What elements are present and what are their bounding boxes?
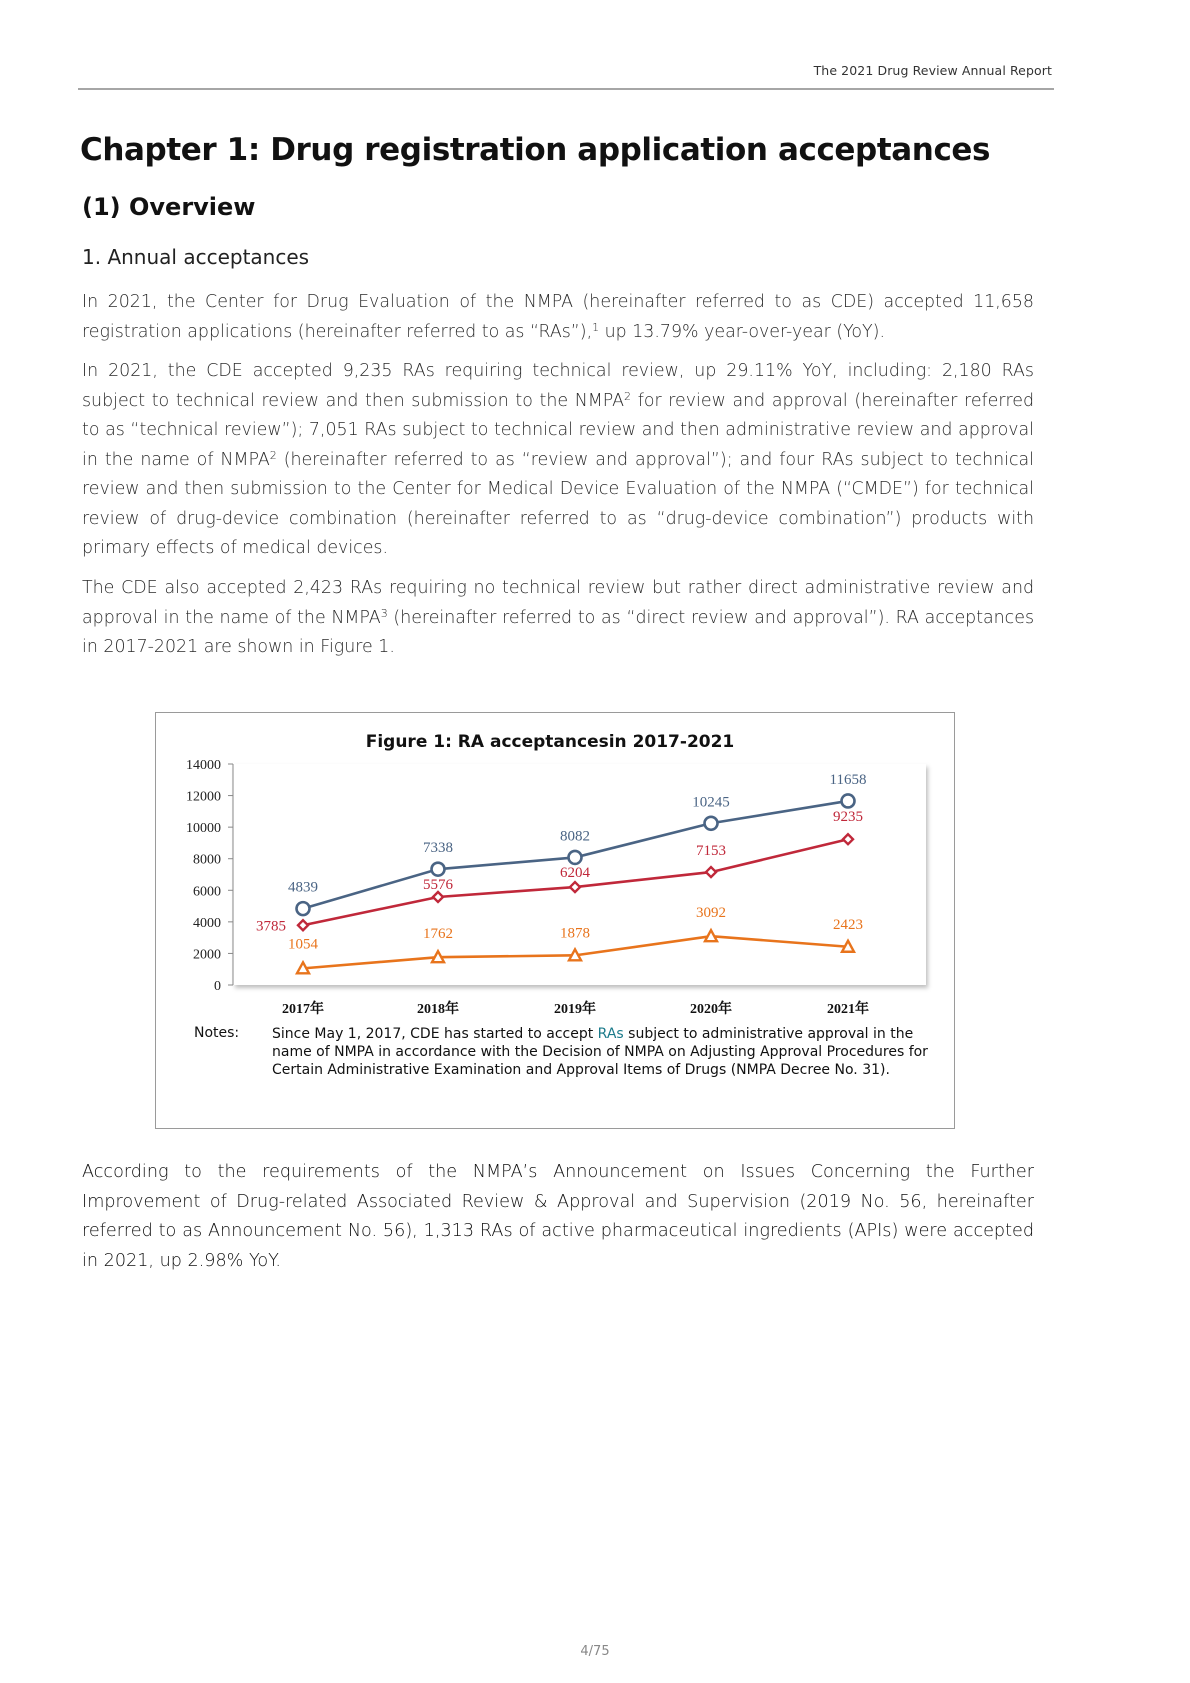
footnote-ref[interactable]: 2 — [624, 389, 632, 403]
page-number: 4/75 — [580, 1644, 610, 1659]
section-title: (1) Overview — [82, 193, 256, 221]
data-label: 1054 — [288, 936, 318, 953]
paragraph-annual-acceptances: In 2021, the Center for Drug Evaluation of the NMPA (hereinafter referred to as CDE) accepted 11,658 registration applications (hereinafter referred to as “RAs”),$^1$ up 13.79% year-over-year (YoY). — [82, 292, 1034, 342]
paragraph-technical-review: In 2021, the CDE accepted 9,235 RAs requiring technical review, up 29.11% YoY, including: 2,180 RAs subject to technical review and then submission to the NMPA$^2$ for review and approval (hereinafter referred to as “technical review”); 7,051 RAs subject to technical review and then administrative review and approval in the name of NMPA$^2$ (hereinafter referred to as “review and approval”); and four RAs subject to technical review and then submission to the Center for Medical Device Evaluation of the NMPA (“CMDE”) for technical review of drug-device combination (hereinafter referred to as “drug-device combination”) products with primary effects of medical devices. — [82, 361, 1034, 558]
data-label: 10245 — [692, 794, 730, 811]
y-tick-label: 8000 — [193, 852, 221, 868]
figure-1 — [155, 712, 955, 1129]
x-tick-label: 2017年 — [282, 1002, 324, 1017]
circle-marker-icon — [432, 863, 445, 876]
circle-marker-icon — [705, 817, 718, 830]
data-label: 7153 — [696, 843, 726, 860]
footnote-ref[interactable]: 1 — [592, 320, 600, 334]
header-divider — [78, 88, 1054, 90]
figure-title: Figure 1: RA acceptancesin 2017-2021 — [365, 732, 735, 752]
running-header: The 2021 Drug Review Annual Report — [813, 63, 1052, 78]
footnote-ref[interactable]: 2 — [269, 448, 277, 462]
y-tick-label: 12000 — [186, 789, 221, 805]
data-label: 5576 — [423, 876, 453, 893]
data-label: 6204 — [560, 865, 590, 882]
figure-notes: Since May 1, 2017, CDE has started to accept RAs subject to administrative approval in the name of NMPA in accordance with the Decision of NMPA on Adjusting Approval Procedures for Certain Administrative Examination and Approval Items of Drugs (NMPA Decree No. 31). — [272, 1026, 928, 1078]
data-label: 2423 — [833, 916, 863, 933]
x-tick-label: 2021年 — [827, 1002, 869, 1017]
y-tick-label: 14000 — [186, 758, 221, 773]
circle-marker-icon — [297, 902, 310, 915]
x-tick-label: 2018年 — [417, 1002, 459, 1017]
paragraph-api-acceptances: According to the requirements of the NMPA’s Announcement on Issues Concerning the Further Improvement of Drug-related Associated Review & Approval and Supervision (2019 No. 56, hereinafter referred to as Announcement No. 56), 1,313 RAs of active pharmaceutical ingredients (APIs) were accepted in 2021, up 2.98% YoY. — [82, 1162, 1034, 1271]
data-label: 11658 — [829, 771, 867, 788]
y-tick-label: 10000 — [186, 821, 221, 837]
y-tick-label: 2000 — [193, 947, 221, 963]
chapter-title: Chapter 1: Drug registration application acceptances — [80, 132, 991, 168]
data-label: 8082 — [560, 828, 590, 845]
data-label: 1762 — [423, 926, 453, 943]
circle-marker-icon — [569, 851, 582, 864]
data-label: 4839 — [288, 879, 318, 896]
y-tick-label: 6000 — [193, 884, 221, 900]
data-label: 7338 — [423, 840, 453, 857]
circle-marker-icon — [842, 794, 855, 807]
footnote-ref[interactable]: 3 — [380, 606, 388, 620]
x-tick-label: 2019年 — [554, 1002, 596, 1017]
notes-label: Notes: — [194, 1025, 240, 1041]
data-label: 1878 — [560, 925, 590, 942]
y-tick-label: 0 — [214, 979, 221, 994]
data-label: 3092 — [696, 905, 726, 922]
line-chart — [156, 713, 954, 1023]
x-tick-label: 2020年 — [690, 1002, 732, 1017]
data-label: 3785 — [256, 918, 286, 935]
data-label: 9235 — [833, 809, 863, 826]
paragraph-direct-review: The CDE also accepted 2,423 RAs requiring no technical review but rather direct administrative review and approval in the name of the NMPA$^3$ (hereinafter referred to as “direct review and approval”). RA acceptances in 2017-2021 are shown in Figure 1. — [82, 578, 1035, 657]
subsection-title: 1. Annual acceptances — [82, 245, 310, 269]
y-tick-label: 4000 — [193, 915, 221, 931]
